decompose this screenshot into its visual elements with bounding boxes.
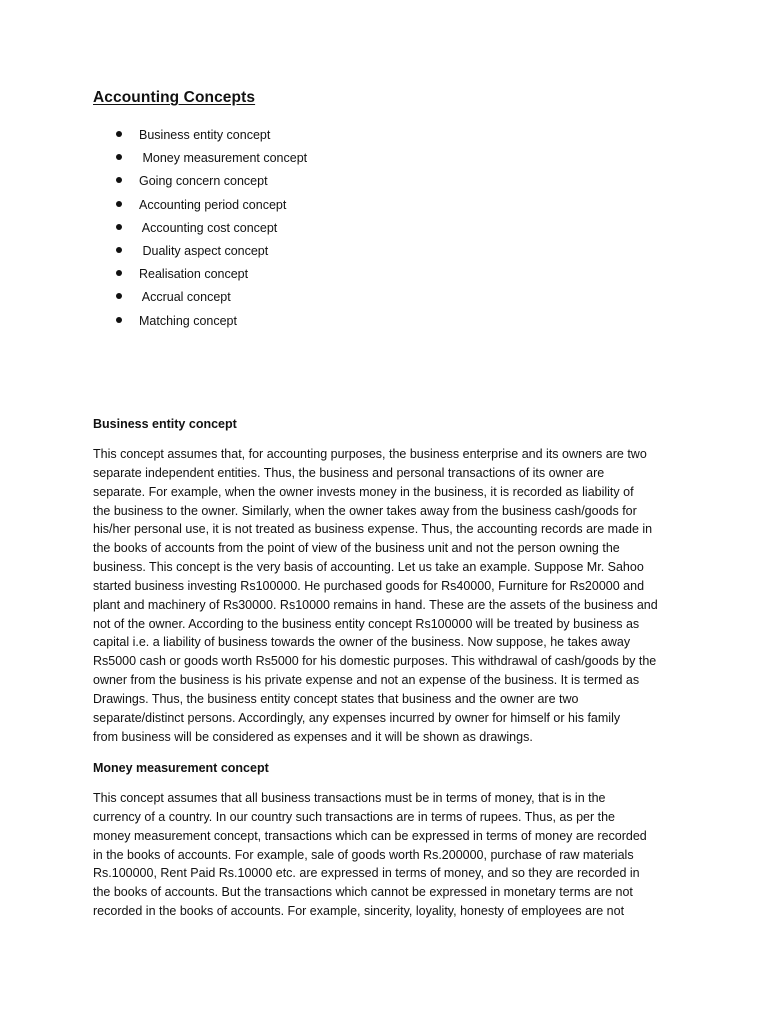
list-item-text: Duality aspect concept <box>139 243 269 258</box>
list-item-text: Going concern concept <box>139 174 268 189</box>
paragraph-line: the business to the owner. Similarly, when the owner takes away from the business cash/goods for <box>93 503 637 518</box>
paragraph-line: money measurement concept, transactions which can be expressed in terms of money are recorded <box>93 828 647 843</box>
paragraph-line: in the books of accounts. For example, sale of goods worth Rs.200000, purchase of raw materials <box>93 847 634 862</box>
paragraph-line: separate independent entities. Thus, the business and personal transactions of its owner are <box>93 465 605 480</box>
paragraph-line: recorded in the books of accounts. For example, sincerity, loyality, honesty of employees are not <box>93 904 625 919</box>
paragraph-line: his/her personal use, it is not treated as business expense. Thus, the accounting records are made in <box>93 522 653 537</box>
bullet-icon <box>116 131 122 137</box>
list-item-text: Accounting cost concept <box>139 220 278 235</box>
bullet-icon <box>116 293 122 299</box>
list-item-text: Matching concept <box>139 313 237 328</box>
section-heading-money-measurement: Money measurement concept <box>93 761 269 775</box>
paragraph-line: This concept assumes that all business transactions must be in terms of money, that is in the <box>93 791 606 805</box>
paragraph-line: owner from the business is his private expense and not an expense of the business. It is termed as <box>93 673 640 688</box>
paragraph-line: currency of a country. In our country such transactions are in terms of rupees. Thus, as per the <box>93 809 616 824</box>
bullet-icon <box>116 317 122 323</box>
paragraph-line: Drawings. Thus, the business entity concept states that business and the owner are two <box>93 691 579 706</box>
paragraph-line: Rs5000 cash or goods worth Rs5000 for his domestic purposes. This withdrawal of cash/goods by the <box>93 654 657 669</box>
bullet-icon <box>116 201 122 207</box>
paragraph-line: This concept assumes that, for accounting purposes, the business enterprise and its owners are two <box>93 447 647 461</box>
paragraph-line: from business will be considered as expenses and it will be shown as drawings. <box>93 729 533 744</box>
list-item-text: Business entity concept <box>139 128 271 142</box>
paragraph-line: business. This concept is the very basis of accounting. Let us take an example. Suppose Mr. Sahoo <box>93 560 644 575</box>
document-title: Accounting Concepts <box>93 89 256 106</box>
paragraph-line: started business investing Rs100000. He purchased goods for Rs40000, Furniture for Rs20000 and <box>93 578 645 593</box>
paragraph-line: separate. For example, when the owner invests money in the business, it is recorded as liability of <box>93 484 634 499</box>
paragraph-line: the books of accounts. But the transactions which cannot be expressed in monetary terms are not <box>93 885 633 900</box>
paragraph-line: plant and machinery of Rs30000. Rs10000 remains in hand. These are the assets of the business and <box>93 597 658 612</box>
bullet-icon <box>116 247 122 253</box>
list-item-text: Accrual concept <box>139 290 231 305</box>
paragraph-line: separate/distinct persons. Accordingly, any expenses incurred by owner for himself or his family <box>93 710 621 725</box>
bullet-icon <box>116 270 122 276</box>
paragraph-line: capital i.e. a liability of business towards the owner of the business. Now suppose, he takes away <box>93 635 631 650</box>
list-item-text: Accounting period concept <box>139 197 287 212</box>
paragraph-line: the books of accounts from the point of view of the business unit and not the person owning the <box>93 541 620 556</box>
paragraph-business-entity <box>93 445 675 747</box>
paragraph-line: not of the owner. According to the business entity concept Rs100000 will be treated by business as <box>93 616 640 631</box>
paragraph-line: Rs.100000, Rent Paid Rs.10000 etc. are expressed in terms of money, and so they are recorded in <box>93 866 640 881</box>
list-item-text: Realisation concept <box>139 267 249 282</box>
paragraph-money-measurement <box>93 789 675 921</box>
bullet-icon <box>116 177 122 183</box>
list-item-text: Money measurement concept <box>139 151 308 166</box>
section-heading-business-entity: Business entity concept <box>93 417 237 431</box>
bullet-icon <box>116 154 122 160</box>
bullet-icon <box>116 224 122 230</box>
